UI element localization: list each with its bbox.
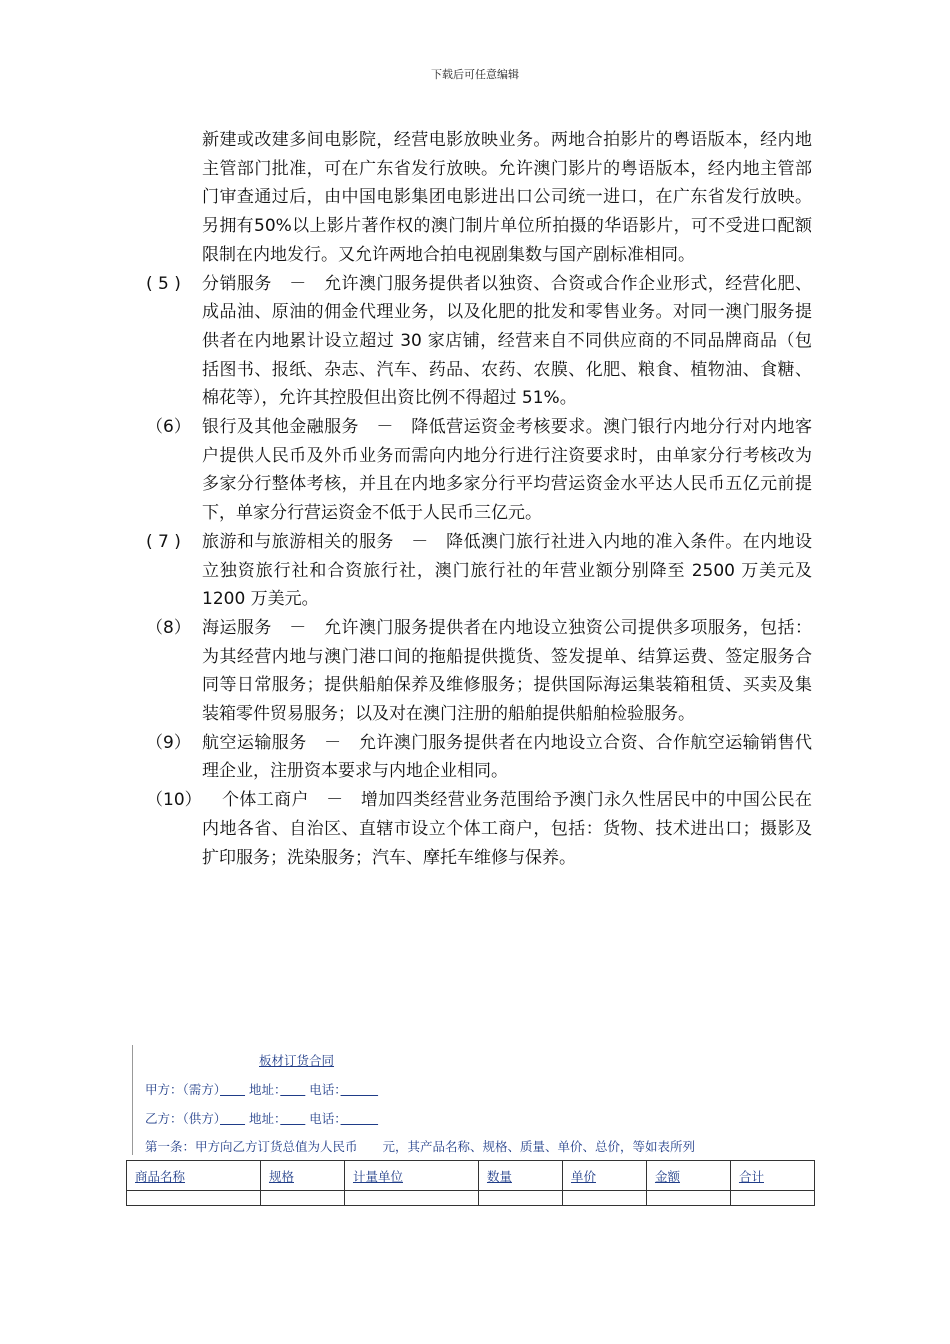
party-a-line (145, 1080, 378, 1098)
document-body (0, 126, 950, 872)
table-cell (730, 1191, 814, 1206)
paragraph-text: 银行及其他金融服务 － 降低营运资金考核要求。澳门银行内地分行对内地客户提供人民币及外币业务而需向内地分行进行注资要求时，由单家分行考核改为多家分行整体考核，并且在内地多家分行平均营运资金水平达人民币五亿元前提下，单家分行营运资金不低于人民币三亿元。 (202, 417, 812, 524)
party-a-phone-label: 电话： (309, 1082, 341, 1097)
table-cell (562, 1191, 646, 1206)
paragraph-text: 旅游和与旅游相关的服务 － 降低澳门旅行社进入内地的准入条件。在内地设立独资旅行社和合资旅行社，澳门旅行社的年营业额分别降至 2500 万美元及 1200 万美元。 (202, 531, 812, 610)
table-cell (260, 1191, 344, 1206)
party-b-phone-blank (341, 1111, 379, 1126)
table-cell (478, 1191, 562, 1206)
table-header-row (127, 1161, 815, 1191)
col-amount: 金额 (646, 1161, 730, 1191)
paragraph-number: ( 7 ) (146, 531, 181, 552)
party-b-label: 乙方：（供方） (145, 1111, 221, 1126)
paragraph-aviation (0, 729, 950, 786)
header-note: 下载后可任意编辑 (431, 68, 519, 81)
paragraph-maritime (0, 614, 950, 729)
paragraph-number: （8） (146, 617, 191, 638)
contract-section (132, 1045, 833, 1155)
order-table (126, 1160, 815, 1206)
paragraph-film (0, 126, 950, 270)
party-b-line (145, 1109, 378, 1127)
table-row (127, 1191, 815, 1206)
paragraph-number: （10） (146, 790, 202, 811)
party-a-blank (220, 1082, 245, 1097)
party-b-blank (220, 1111, 245, 1126)
table-cell (127, 1191, 261, 1206)
col-spec: 规格 (260, 1161, 344, 1191)
party-a-label: 甲方：（需方） (145, 1082, 221, 1097)
paragraph-number: （9） (146, 732, 191, 753)
party-b-address-blank (280, 1111, 305, 1126)
paragraph-text: 航空运输服务 － 允许澳门服务提供者在内地设立合资、合作航空运输销售代理企业，注册资本要求与内地企业相同。 (202, 732, 812, 782)
paragraph-text: 新建或改建多间电影院，经营电影放映业务。两地合拍影片的粤语版本，经内地主管部门批准，可在广东省发行放映。允许澳门影片的粤语版本，经内地主管部门审查通过后，由中国电影集团电影进出口公司统一进口，在广东省发行放映。另拥有50%以上影片著作权的澳门制片单位所拍摄的华语影片，可不受进口配额限制在内地发行。又允许两地合拍电视剧集数与国产剧标准相同。 (202, 130, 812, 265)
party-a-address-label: 地址： (249, 1082, 281, 1097)
party-a-address-blank (280, 1082, 305, 1097)
col-quantity: 数量 (478, 1161, 562, 1191)
paragraph-text: 个体工商户 － 增加四类经营业务范围给予澳门永久性居民中的中国公民在内地各省、自治区、直辖市设立个体工商户，包括：货物、技术进出口；摄影及扩印服务；洗染服务；汽车、摩托车维修与保养。 (202, 790, 812, 868)
paragraph-number: （6） (146, 417, 191, 438)
paragraph-tourism (0, 528, 950, 614)
col-unit-price: 单价 (562, 1161, 646, 1191)
table-cell (646, 1191, 730, 1206)
contract-title: 板材订货合同 (259, 1053, 335, 1068)
party-b-phone-label: 电话： (309, 1111, 341, 1126)
col-total: 合计 (730, 1161, 814, 1191)
paragraph-distribution (0, 270, 950, 414)
paragraph-text: 海运服务 － 允许澳门服务提供者在内地设立独资公司提供多项服务，包括：为其经营内地与澳门港口间的拖船提供揽货、签发提单、结算运费、签定服务合同等日常服务；提供船舶保养及维修服务；提供国际海运集装箱租赁、买卖及集装箱零件贸易服务；以及对在澳门注册的船舶提供船舶检验服务。 (202, 617, 812, 725)
article-1-line: 第一条：甲方向乙方订货总值为人民币 元，其产品名称、规格、质量、单价、总价，等如表所列 (145, 1139, 696, 1154)
paragraph-individual-business (0, 786, 950, 872)
paragraph-number: ( 5 ) (146, 273, 181, 294)
paragraph-banking (0, 413, 950, 528)
party-a-phone-blank (341, 1082, 379, 1097)
col-product-name: 商品名称 (127, 1161, 261, 1191)
paragraph-text: 分销服务 － 允许澳门服务提供者以独资、合资或合作企业形式，经营化肥、成品油、原油的佣金代理业务，以及化肥的批发和零售业务。对同一澳门服务提供者在内地累计设立超过 30 家店铺，经营来自不同供应商的不同品牌商品（包括图书、报纸、杂志、汽车、药品、农药、农膜、化肥、粮食、植物油、食糖、棉花等），允许其控股但出资比例不得超过 51%。 (202, 273, 812, 409)
party-b-address-label: 地址： (249, 1111, 281, 1126)
table-cell (344, 1191, 478, 1206)
col-unit: 计量单位 (344, 1161, 478, 1191)
